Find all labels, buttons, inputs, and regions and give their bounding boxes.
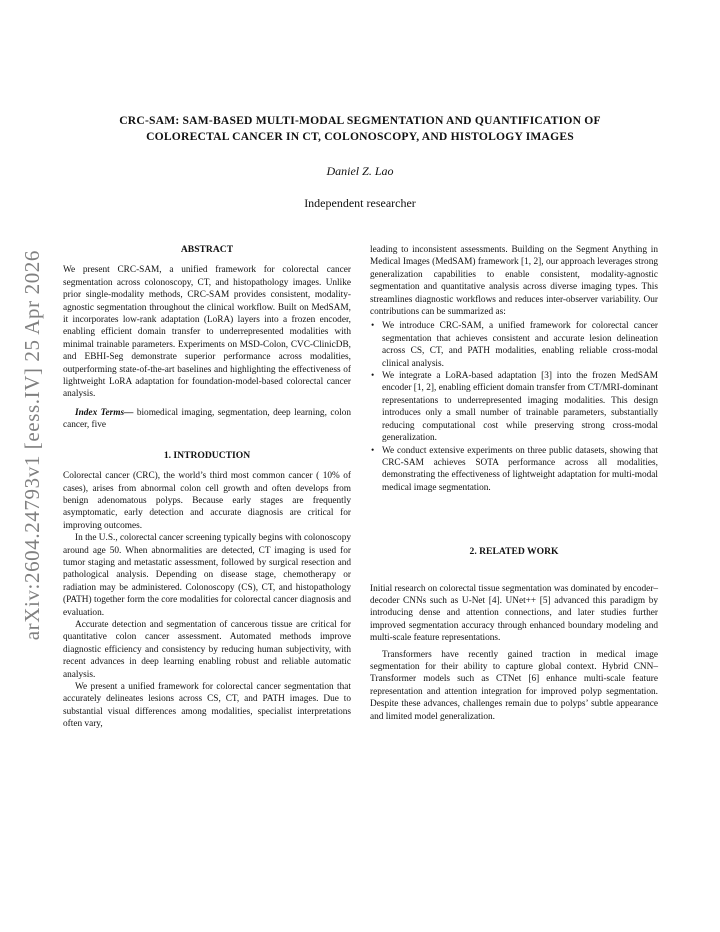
paper-title — [60, 113, 660, 145]
abstract-heading: ABSTRACT — [180, 244, 234, 255]
index-terms-label: Index Terms— — [75, 407, 134, 418]
affiliation: Independent researcher — [304, 196, 416, 210]
related-paragraph-2: Transformers have recently gained traction in medical image segmentation for their ability to capture global context. Hybrid CNN–Transformer models such as CTNet [6] enhance multi-scale feature representation and attention integration for improved polyp segmentation. Despite these advances, challenges remain due to polyps’ subtle appearance and limited model generalization. — [370, 649, 658, 722]
intro-paragraph-4: We present a unified framework for colorectal cancer segmentation that accurately delineates lesions across CS, CT, and PATH images. Due to substantial visual differences among modalities, specialist interpretations often vary, — [63, 682, 351, 730]
author-name: Daniel Z. Lao — [326, 164, 394, 178]
index-terms — [63, 407, 351, 432]
related-work-heading: 2. RELATED WORK — [469, 546, 559, 558]
right-column — [370, 244, 658, 723]
title-line-2: COLORECTAL CANCER IN CT, COLONOSCOPY, AND HISTOLOGY IMAGES — [146, 130, 574, 143]
index-terms-text: biomedical imaging, segmentation, deep learning, colon cancer, five — [63, 407, 351, 431]
left-column — [63, 244, 351, 731]
intro-paragraph-3: Accurate detection and segmentation of cancerous tissue are critical for quantitative colon cancer assessment. Automated methods improve diagnostic efficiency and consistency by reducing human subjectivity, with recent advances in deep learning enabling robust and reliable automatic analysis. — [63, 619, 351, 680]
contribution-item: • We conduct extensive experiments on three public datasets, showing that CRC-SAM achieves SOTA performance across all modalities, demonstrating the effectiveness of lightweight adaptation for multi-modal medical image segmentation. — [370, 445, 658, 495]
abstract-text: We present CRC-SAM, a unified framework for colorectal cancer segmentation across colonoscopy, CT, and histopathology images. Unlike prior single-modality methods, CRC-SAM provides consistent, modality-agnostic segmentation throughout the clinical workflow. Built on MedSAM, it incorporates low-rank adaptation (LoRA) layers into a frozen encoder, enabling efficient domain transfer to underrepresented modalities with minimal trainable parameters. Experiments on MSD-Colon, CVC-ClinicDB, and EBHI-Seg demonstrate superior performance across modalities, outperforming state-of-the-art baselines and highlighting the effectiveness of lightweight LoRA adaptation for foundation-model-based colorectal cancer analysis. — [63, 265, 351, 400]
title-line-1: CRC-SAM: SAM-BASED MULTI-MODAL SEGMENTATION AND QUANTIFICATION OF — [119, 114, 601, 127]
contribution-item: • We integrate a LoRA-based adaptation [3] into the frozen MedSAM encoder [1, 2], enabling efficient domain transfer from CT/MRI-dominant representations to underrepresented imaging modalities. This design introduces only a small number of trainable parameters, substantially reducing computational cost while preserving strong cross-modal generalization. — [370, 370, 658, 444]
arxiv-identifier: arXiv:2604.24793v1 [eess.IV] 25 Apr 2026 — [20, 250, 44, 641]
introduction-heading: 1. INTRODUCTION — [163, 449, 251, 461]
contributions-list — [370, 320, 658, 494]
contribution-item: • We introduce CRC-SAM, a unified framework for colorectal cancer segmentation that achieves consistent and accurate lesion delineation across CS, CT, and PATH modalities, enabling reliable cross-modal clinical analysis. — [370, 320, 658, 370]
intro-paragraph-2: In the U.S., colorectal cancer screening typically begins with colonoscopy around age 50. When abnormalities are detected, CT imaging is used for tumor staging and metastatic assessment, followed by surgical resection and pathological analysis. Depending on disease stage, chemotherapy or radiation may be administered. Colonoscopy (CS), CT, and histopathology (PATH) together form the core modalities for colorectal cancer diagnosis and evaluation. — [63, 533, 351, 618]
intro-paragraph-1: Colorectal cancer (CRC), the world’s third most common cancer ( 10% of cases), arises from abnormal colon cell growth and often develops from benign adenomatous polyps. Because early stages are frequently asymptomatic, early detection and accurate diagnosis are critical for improving outcomes. — [63, 471, 351, 531]
intro-continuation: leading to inconsistent assessments. Building on the Segment Anything in Medical Images (MedSAM) framework [1, 2], our approach leverages strong generalization capabilities to enable consistent, modality-agnostic segmentation and quantitative analysis across diverse imaging types. This streamlines diagnostic workflows and reduces inter-observer variability. Our contributions can be summarized as: — [370, 245, 658, 318]
related-paragraph-1: Initial research on colorectal tissue segmentation was dominated by encoder–decoder CNNs such as U-Net [4]. UNet++ [5] advanced this paradigm by introducing dense and attention connections, and later studies further improved segmentation accuracy through enhanced boundary modeling and multi-scale feature representations. — [370, 583, 658, 644]
